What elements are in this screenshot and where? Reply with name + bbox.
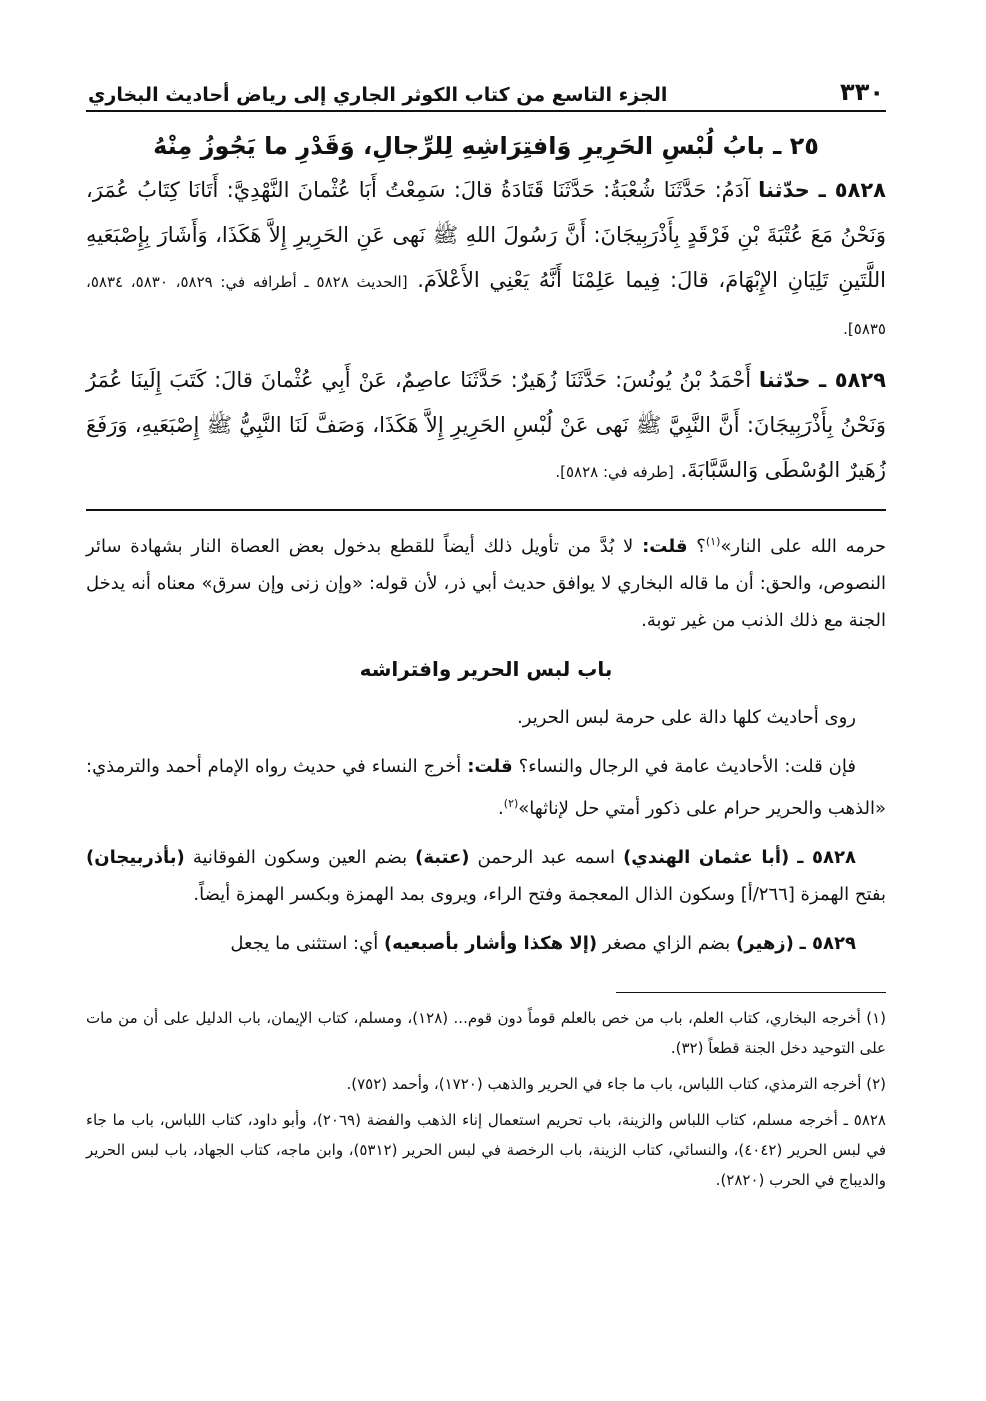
page-number: ٣٣٠	[840, 78, 884, 106]
commentary-bold: (أبا عثمان الهندي)	[623, 847, 790, 868]
footnote-text: أخرجه البخاري، كتاب العلم، باب من خص بالعلم قوماً دون قوم... (١٢٨)، ومسلم، كتاب الإيمان، باب الدليل على أن من مات على التوحيد دخل الجنة قطعاً (٣٢).	[86, 1009, 886, 1057]
book-page	[86, 58, 886, 1381]
footnote-marker: (٢)	[866, 1075, 886, 1093]
text-commentary-divider	[86, 509, 886, 511]
commentary-text: أخرج النساء في حديث رواه الإمام أحمد والترمذي: «الذهب والحرير حرام على ذكور أمتي حل لإناثها»	[86, 756, 886, 819]
commentary-text: فإن قلت: الأحاديث عامة في الرجال والنساء؟	[518, 756, 856, 777]
hadith-reference: [طرفه في: ٥٨٢٨].	[555, 463, 674, 481]
commentary-bold: (زهير)	[736, 933, 794, 954]
commentary-text: بفتح الهمزة [٢٦٦/أ] وسكون الذال المعجمة وفتح الراء، ويروى بمد الهمزة وبكسر الهمزة أيضاً.	[193, 884, 886, 905]
hadith-number: ٥٨٢٨ ـ حدّثنا	[758, 178, 886, 202]
commentary-bold: قلت:	[467, 756, 513, 777]
commentary-number: ٥٨٢٩ ـ	[799, 933, 856, 954]
commentary-bold: (عتبة)	[415, 847, 470, 868]
commentary-number: ٥٨٢٨ ـ	[797, 847, 856, 868]
hadith-number: ٥٨٢٩ ـ حدّثنا	[758, 368, 886, 392]
footnote-marker: (١)	[866, 1009, 886, 1027]
hadith-5828-text	[86, 168, 886, 352]
chapter-title: ٢٥ ـ بابُ لُبْسِ الحَرِيرِ وَافتِرَاشِهِ لِلرِّجالِ، وَقَدْرِ ما يَجُوزُ مِنْهُ	[153, 132, 819, 160]
commentary-text: اسمه عبد الرحمن	[477, 847, 616, 868]
commentary-paragraph-2: روى أحاديث كلها دالة على حرمة لبس الحرير.	[517, 707, 856, 728]
running-header	[86, 58, 886, 112]
commentary-text: ؟	[696, 536, 706, 557]
hadith-5829-text	[86, 358, 886, 495]
commentary-paragraph-3	[86, 748, 886, 827]
commentary-paragraph-1	[86, 523, 886, 639]
footnote-text: أخرجه الترمذي، كتاب اللباس، باب ما جاء في الحرير والذهب (١٧٢٠)، وأحمد (٧٥٢).	[346, 1075, 862, 1093]
section-heading: باب لبس الحرير وافتراشه	[359, 657, 613, 681]
commentary-bold: قلت:	[642, 536, 688, 557]
hadith-reference: [الحديث ٥٨٢٨ ـ أطرافه في: ٥٨٢٩، ٥٨٣٠، ٥٨٣٤، ٥٨٣٥].	[86, 273, 886, 338]
commentary-bold: (بأذربيجان)	[86, 847, 185, 868]
commentary-paragraph-5	[86, 925, 886, 962]
commentary-text: بضم العين وسكون الفوقانية	[192, 847, 408, 868]
footnote-ref-1: (١)	[705, 535, 721, 548]
running-header-title: الجزء التاسع من كتاب الكوثر الجاري إلى رياض أحاديث البخاري	[88, 84, 668, 106]
footnote-3	[86, 1105, 886, 1195]
commentary-bold: (إلا هكذا وأشار بأصبعيه)	[383, 933, 598, 954]
commentary-text: لا بُدَّ من تأويل ذلك أيضاً للقطع بدخول بعض العصاة النار بشهادة سائر النصوص، والحق: أن ما قاله البخاري لا يوافق حديث أبي ذر، لأن قوله: «وإن زنى وإن سرق» معناه أنه يدخل الجنة مع ذلك الذنب من غير توبة.	[86, 536, 886, 631]
commentary-text: .	[498, 798, 504, 819]
hadith-body: أَحْمَدُ بْنُ يُونُسَ: حَدَّثَنَا زُهَيرٌ: حَدَّثَنَا عاصِمٌ، عَنْ أَبِي عُثْمانَ قالَ: كَتَبَ إِلَينَا عُمَرُ وَنَحْنُ بِأَذْرَبِيجَانَ: أَنَّ النَّبِيَّ ﷺ نَهى عَنْ لُبْسِ الحَرِيرِ إِلاَّ هَكَذَا، وَصَفَّ لَنَا النَّبِيُّ ﷺ إِصْبَعَيهِ، وَرَفَعَ زُهَيرٌ الوُسْطَى وَالسَّبَّابَةَ.	[86, 368, 886, 482]
footnote-rule	[616, 992, 886, 993]
footnote-text: أخرجه مسلم، كتاب اللباس والزينة، باب تحريم استعمال إناء الذهب والفضة (٢٠٦٩)، وأبو داود، كتاب اللباس، باب ما جاء في لبس الحرير (٤٠٤٢)، والنسائي، كتاب الزينة، باب الرخصة في لبس الحرير (٥٣١٢)، وابن ماجه، كتاب الجهاد، باب لبس الحرير والديباج في الحرب (٢٨٢٠).	[86, 1111, 887, 1189]
commentary-text: أي: استثنى ما يجعل	[230, 933, 379, 954]
footnote-2	[86, 1069, 886, 1099]
footnote-ref-2: (٢)	[503, 797, 519, 810]
hadith-body: آدَمُ: حَدَّثَنَا شُعْبَةُ: حَدَّثَنَا قَتَادَةُ قالَ: سَمِعْتُ أَبَا عُثْمانَ النَّهْدِيَّ: أَتَانَا كِتَابُ عُمَرَ، وَنَحْنُ مَعَ عُتْبَةَ بْنِ فَرْقَدٍ بِأَذْرَبِيجَانَ: أَنَّ رَسُولَ اللهِ ﷺ نَهى عَنِ الحَرِيرِ إِلاَّ هَكَذَا، وَأَشَارَ بِإِصْبَعَيهِ اللَّتَينِ تَلِيَانِ الإِبْهَامَ، قالَ: فِيما عَلِمْنَا أَنَّهُ يَعْنِي الأَعْلاَمَ.	[86, 178, 887, 292]
hadith-5828	[86, 168, 886, 352]
hadith-5829	[86, 358, 886, 495]
commentary-text: حرمه الله على النار»	[720, 536, 886, 557]
footnote-marker: ٥٨٢٨ ـ	[843, 1111, 886, 1129]
commentary-paragraph-4	[86, 839, 886, 913]
commentary-text: بضم الزاي مصغر	[602, 933, 731, 954]
footnote-1	[86, 1003, 886, 1063]
